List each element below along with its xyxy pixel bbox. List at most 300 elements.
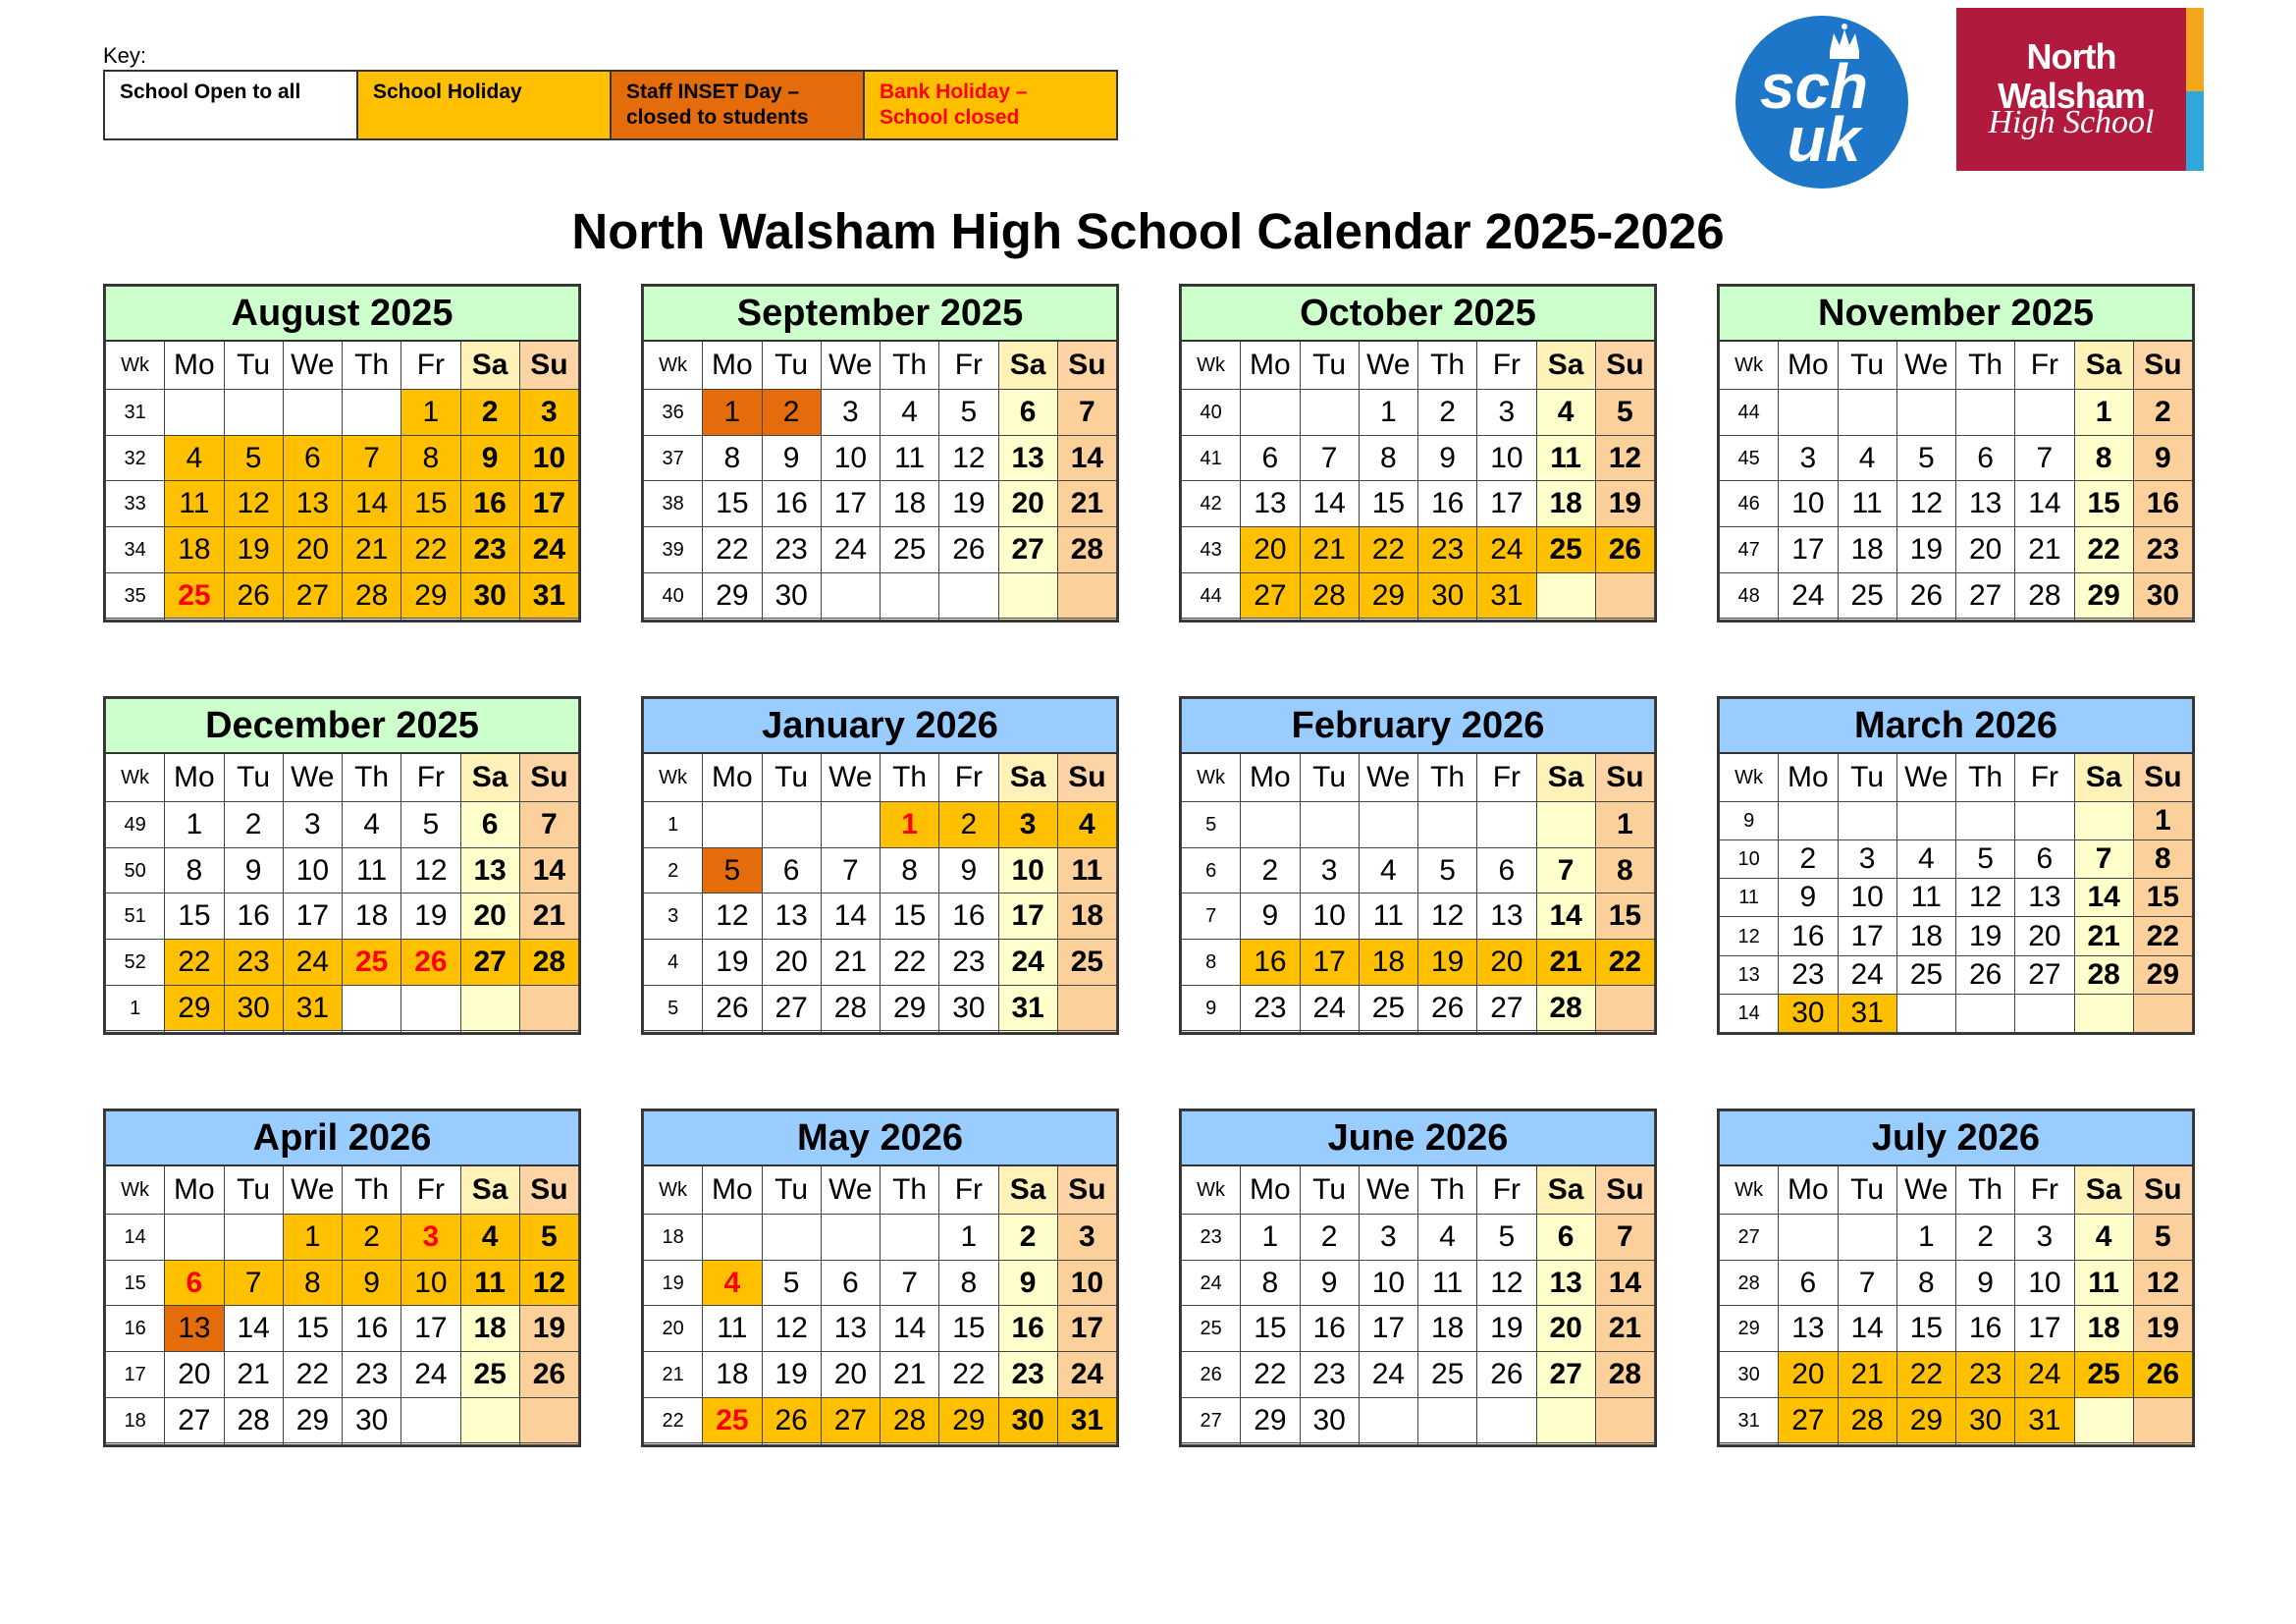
week-row — [1182, 847, 1655, 893]
month-title: November 2025 — [1720, 287, 2193, 342]
day-cell: 27 — [460, 940, 519, 986]
day-cell: 1 — [939, 1215, 998, 1261]
day-header: Tu — [1300, 753, 1359, 802]
day-header: We — [283, 1165, 342, 1215]
day-cell: 3 — [1477, 390, 1536, 436]
day-cell: 9 — [2133, 435, 2192, 481]
day-cell: 5 — [1956, 840, 2015, 879]
empty-cell — [165, 619, 224, 621]
day-header: Su — [519, 753, 578, 802]
week-number: 3 — [644, 893, 703, 940]
day-cell: 23 — [762, 527, 821, 573]
week-number — [1720, 619, 1779, 621]
week-row — [644, 1306, 1117, 1352]
week-number: 50 — [106, 847, 165, 893]
day-cell: 30 — [762, 572, 821, 619]
day-cell: 23 — [2133, 527, 2192, 573]
day-cell: 19 — [519, 1306, 578, 1352]
week-row — [106, 572, 579, 619]
day-cell: 27 — [1779, 1397, 1838, 1443]
empty-cell — [460, 1031, 519, 1033]
week-row — [106, 390, 579, 436]
empty-cell — [939, 1031, 998, 1033]
day-cell: 12 — [1896, 481, 1955, 527]
day-cell: 10 — [283, 847, 342, 893]
week-number: 52 — [106, 940, 165, 986]
empty-cell — [1359, 802, 1417, 848]
day-cell: 11 — [165, 481, 224, 527]
day-cell: 25 — [881, 527, 939, 573]
empty-cell — [881, 619, 939, 621]
month-title: October 2025 — [1182, 287, 1655, 342]
empty-cell — [821, 619, 880, 621]
day-header: Tu — [762, 1165, 821, 1215]
week-number: 10 — [1720, 840, 1779, 879]
week-row — [1720, 390, 2193, 436]
week-number: 46 — [1720, 481, 1779, 527]
day-cell: 3 — [519, 390, 578, 436]
day-cell: 7 — [1536, 847, 1595, 893]
day-cell: 13 — [998, 435, 1057, 481]
empty-cell — [703, 1443, 762, 1445]
week-number: 16 — [106, 1306, 165, 1352]
week-row — [1182, 435, 1655, 481]
empty-cell — [939, 619, 998, 621]
day-cell: 17 — [283, 893, 342, 940]
empty-cell — [1838, 619, 1896, 621]
day-cell: 29 — [1241, 1397, 1300, 1443]
day-cell: 21 — [821, 940, 880, 986]
empty-cell — [1896, 1443, 1955, 1445]
sch-uk-line2: uk — [1787, 104, 1861, 175]
empty-cell — [343, 1443, 401, 1445]
day-cell: 2 — [1956, 1215, 2015, 1261]
day-cell: 30 — [939, 985, 998, 1031]
day-cell: 29 — [1359, 572, 1417, 619]
week-row — [1182, 481, 1655, 527]
day-cell: 16 — [460, 481, 519, 527]
day-header: Fr — [939, 341, 998, 390]
day-header: Fr — [2015, 1165, 2074, 1215]
day-cell: 23 — [1418, 527, 1477, 573]
day-cell: 19 — [1418, 940, 1477, 986]
empty-cell — [998, 1443, 1057, 1445]
day-cell: 31 — [283, 985, 342, 1031]
empty-cell — [1057, 619, 1116, 621]
week-row — [1182, 572, 1655, 619]
week-number: 24 — [1182, 1260, 1241, 1306]
day-cell: 6 — [1956, 435, 2015, 481]
day-cell: 1 — [2074, 390, 2133, 436]
week-row — [644, 893, 1117, 940]
day-cell: 1 — [165, 802, 224, 848]
week-row — [106, 1215, 579, 1261]
day-cell: 21 — [1536, 940, 1595, 986]
empty-cell — [1595, 1031, 1654, 1033]
empty-cell — [1838, 1443, 1896, 1445]
empty-cell — [2015, 390, 2074, 436]
day-cell: 13 — [283, 481, 342, 527]
day-cell: 14 — [2015, 481, 2074, 527]
day-cell: 23 — [939, 940, 998, 986]
day-cell: 4 — [165, 435, 224, 481]
day-cell: 29 — [939, 1397, 998, 1443]
day-header: Tu — [1838, 341, 1896, 390]
empty-cell — [1896, 619, 1955, 621]
day-cell: 19 — [1595, 481, 1654, 527]
empty-cell — [519, 985, 578, 1031]
day-cell: 2 — [762, 390, 821, 436]
empty-cell — [1536, 1031, 1595, 1033]
empty-cell — [1241, 1443, 1300, 1445]
day-cell: 8 — [1896, 1260, 1955, 1306]
day-cell: 25 — [165, 572, 224, 619]
month-february-2026 — [1179, 696, 1657, 1035]
day-cell: 15 — [165, 893, 224, 940]
day-cell: 28 — [881, 1397, 939, 1443]
day-cell: 23 — [1241, 985, 1300, 1031]
day-cell: 5 — [401, 802, 460, 848]
week-number: 1 — [644, 802, 703, 848]
day-cell: 9 — [1300, 1260, 1359, 1306]
day-cell: 26 — [401, 940, 460, 986]
week-number — [644, 619, 703, 621]
day-cell: 26 — [703, 985, 762, 1031]
day-cell: 12 — [2133, 1260, 2192, 1306]
month-title: March 2026 — [1720, 699, 2193, 754]
day-cell: 24 — [1359, 1352, 1417, 1398]
day-header: Wk — [644, 341, 703, 390]
empty-cell — [1477, 619, 1536, 621]
day-cell: 3 — [1057, 1215, 1116, 1261]
day-cell: 18 — [881, 481, 939, 527]
week-row — [1182, 940, 1655, 986]
empty-cell — [343, 1031, 401, 1033]
week-row — [644, 985, 1117, 1031]
day-cell: 25 — [1896, 955, 1955, 994]
sch-uk-logo — [1734, 14, 1910, 190]
day-header: Su — [1595, 1165, 1654, 1215]
month-title: July 2026 — [1720, 1111, 2193, 1166]
day-cell: 18 — [1896, 917, 1955, 955]
day-cell: 3 — [1779, 435, 1838, 481]
day-cell: 9 — [1779, 879, 1838, 917]
day-header: Th — [881, 1165, 939, 1215]
week-row — [1720, 1260, 2193, 1306]
day-cell: 27 — [821, 1397, 880, 1443]
day-cell: 20 — [762, 940, 821, 986]
month-title: December 2025 — [106, 699, 579, 754]
day-cell: 12 — [401, 847, 460, 893]
day-cell: 7 — [519, 802, 578, 848]
day-header: Su — [519, 341, 578, 390]
week-number: 36 — [644, 390, 703, 436]
day-header: Sa — [460, 753, 519, 802]
day-cell: 25 — [1418, 1352, 1477, 1398]
week-row — [644, 527, 1117, 573]
day-cell: 29 — [2074, 572, 2133, 619]
day-cell: 1 — [283, 1215, 342, 1261]
day-header: Mo — [1241, 341, 1300, 390]
empty-cell — [1418, 1443, 1477, 1445]
day-cell: 18 — [703, 1352, 762, 1398]
empty-cell — [1359, 1443, 1417, 1445]
week-number — [644, 1443, 703, 1445]
day-cell: 30 — [2133, 572, 2192, 619]
empty-cell — [703, 1031, 762, 1033]
day-header: Mo — [165, 1165, 224, 1215]
day-cell: 25 — [703, 1397, 762, 1443]
empty-cell — [519, 1397, 578, 1443]
week-number: 42 — [1182, 481, 1241, 527]
day-cell: 14 — [343, 481, 401, 527]
day-header: Sa — [998, 753, 1057, 802]
day-cell: 5 — [939, 390, 998, 436]
day-header: Su — [519, 1165, 578, 1215]
day-cell: 26 — [1477, 1352, 1536, 1398]
day-cell: 11 — [1057, 847, 1116, 893]
day-cell: 4 — [1359, 847, 1417, 893]
empty-cell — [1300, 1443, 1359, 1445]
day-cell: 28 — [1838, 1397, 1896, 1443]
day-cell: 20 — [998, 481, 1057, 527]
day-cell: 13 — [1956, 481, 2015, 527]
day-header: Tu — [224, 1165, 283, 1215]
day-header: We — [283, 753, 342, 802]
week-number: 11 — [1720, 879, 1779, 917]
day-cell: 23 — [1956, 1352, 2015, 1398]
day-cell: 11 — [703, 1306, 762, 1352]
empty-cell — [2015, 802, 2074, 840]
week-number: 6 — [1182, 847, 1241, 893]
day-cell: 3 — [821, 390, 880, 436]
day-header: Su — [1057, 753, 1116, 802]
empty-cell — [762, 1031, 821, 1033]
day-header: Fr — [401, 753, 460, 802]
day-cell: 27 — [1536, 1352, 1595, 1398]
week-number: 29 — [1720, 1306, 1779, 1352]
day-cell: 5 — [762, 1260, 821, 1306]
month-september-2025 — [641, 284, 1119, 623]
day-cell: 11 — [1418, 1260, 1477, 1306]
day-cell: 10 — [1300, 893, 1359, 940]
week-row — [1182, 1215, 1655, 1261]
day-header: Th — [1956, 753, 2015, 802]
day-cell: 7 — [881, 1260, 939, 1306]
empty-cell — [401, 985, 460, 1031]
empty-cell — [1477, 802, 1536, 848]
day-cell: 6 — [998, 390, 1057, 436]
day-cell: 15 — [1241, 1306, 1300, 1352]
day-header: Sa — [1536, 341, 1595, 390]
week-number: 48 — [1720, 572, 1779, 619]
empty-cell — [1779, 619, 1838, 621]
day-cell: 28 — [1595, 1352, 1654, 1398]
day-cell: 17 — [1057, 1306, 1116, 1352]
day-cell: 28 — [224, 1397, 283, 1443]
day-cell: 22 — [165, 940, 224, 986]
empty-cell — [519, 1443, 578, 1445]
day-cell: 29 — [283, 1397, 342, 1443]
day-cell: 25 — [1359, 985, 1417, 1031]
day-cell: 24 — [283, 940, 342, 986]
day-cell: 20 — [821, 1352, 880, 1398]
day-header: We — [1359, 1165, 1417, 1215]
day-cell: 7 — [1595, 1215, 1654, 1261]
day-header: Mo — [1779, 341, 1838, 390]
day-cell: 4 — [703, 1260, 762, 1306]
week-row — [1720, 802, 2193, 840]
empty-cell — [1477, 1443, 1536, 1445]
day-cell: 7 — [821, 847, 880, 893]
day-cell: 11 — [343, 847, 401, 893]
day-cell: 26 — [2133, 1352, 2192, 1398]
empty-cell — [1779, 1443, 1838, 1445]
day-cell: 30 — [1418, 572, 1477, 619]
day-cell: 6 — [1779, 1260, 1838, 1306]
empty-cell — [821, 1443, 880, 1445]
day-cell: 19 — [703, 940, 762, 986]
day-cell: 14 — [1536, 893, 1595, 940]
day-cell: 15 — [881, 893, 939, 940]
day-header: Th — [343, 753, 401, 802]
day-cell: 16 — [1418, 481, 1477, 527]
empty-cell — [762, 619, 821, 621]
day-cell: 19 — [401, 893, 460, 940]
day-cell: 26 — [762, 1397, 821, 1443]
week-row — [644, 481, 1117, 527]
day-cell: 2 — [1418, 390, 1477, 436]
day-cell: 10 — [1477, 435, 1536, 481]
day-header: Sa — [460, 341, 519, 390]
empty-cell — [1418, 619, 1477, 621]
empty-cell — [939, 1443, 998, 1445]
week-row — [644, 435, 1117, 481]
day-cell: 8 — [939, 1260, 998, 1306]
empty-cell — [1241, 1031, 1300, 1033]
week-number — [106, 1443, 165, 1445]
day-header: Th — [881, 753, 939, 802]
day-header: Wk — [1720, 341, 1779, 390]
day-cell: 22 — [1359, 527, 1417, 573]
day-cell: 27 — [762, 985, 821, 1031]
day-header: Th — [343, 341, 401, 390]
week-number: 33 — [106, 481, 165, 527]
week-number — [1182, 1031, 1241, 1033]
day-cell: 20 — [1956, 527, 2015, 573]
day-header: Th — [1418, 753, 1477, 802]
empty-cell — [762, 1215, 821, 1261]
week-number: 43 — [1182, 527, 1241, 573]
day-cell: 24 — [998, 940, 1057, 986]
day-cell: 2 — [998, 1215, 1057, 1261]
week-row — [1182, 1031, 1655, 1033]
day-cell: 11 — [1536, 435, 1595, 481]
week-number: 47 — [1720, 527, 1779, 573]
day-header: Tu — [1838, 1165, 1896, 1215]
empty-cell — [1956, 619, 2015, 621]
day-cell: 30 — [1779, 994, 1838, 1032]
day-cell: 17 — [1359, 1306, 1417, 1352]
empty-cell — [1300, 390, 1359, 436]
week-number — [1182, 619, 1241, 621]
day-cell: 13 — [1241, 481, 1300, 527]
empty-cell — [1241, 619, 1300, 621]
day-cell: 9 — [1956, 1260, 2015, 1306]
week-number: 12 — [1720, 917, 1779, 955]
day-cell: 31 — [2015, 1397, 2074, 1443]
day-cell: 23 — [1779, 955, 1838, 994]
empty-cell — [224, 1031, 283, 1033]
day-cell: 12 — [1477, 1260, 1536, 1306]
week-number: 19 — [644, 1260, 703, 1306]
week-number: 4 — [644, 940, 703, 986]
day-cell: 8 — [1241, 1260, 1300, 1306]
week-row — [1182, 802, 1655, 848]
week-row — [1720, 1397, 2193, 1443]
day-cell: 13 — [1779, 1306, 1838, 1352]
empty-cell — [1779, 1215, 1838, 1261]
day-cell: 7 — [2074, 840, 2133, 879]
day-cell: 4 — [343, 802, 401, 848]
day-header: Th — [1956, 341, 2015, 390]
day-cell: 5 — [703, 847, 762, 893]
day-cell: 31 — [519, 572, 578, 619]
week-row — [106, 435, 579, 481]
week-row — [1720, 955, 2193, 994]
empty-cell — [821, 1031, 880, 1033]
empty-cell — [1536, 802, 1595, 848]
day-header: Th — [343, 1165, 401, 1215]
day-cell: 13 — [762, 893, 821, 940]
month-may-2026 — [641, 1109, 1119, 1447]
day-cell: 17 — [401, 1306, 460, 1352]
empty-cell — [1300, 802, 1359, 848]
month-title: May 2026 — [644, 1111, 1117, 1166]
day-cell: 2 — [1300, 1215, 1359, 1261]
day-header: Tu — [1300, 341, 1359, 390]
week-row — [644, 390, 1117, 436]
day-cell: 24 — [1838, 955, 1896, 994]
day-cell: 7 — [1300, 435, 1359, 481]
day-cell: 16 — [998, 1306, 1057, 1352]
day-cell: 17 — [1300, 940, 1359, 986]
empty-cell — [1300, 1031, 1359, 1033]
week-row — [106, 1260, 579, 1306]
day-cell: 8 — [703, 435, 762, 481]
week-number: 2 — [644, 847, 703, 893]
day-cell: 1 — [1595, 802, 1654, 848]
day-cell: 15 — [2074, 481, 2133, 527]
day-cell: 27 — [2015, 955, 2074, 994]
day-cell: 6 — [460, 802, 519, 848]
day-cell: 1 — [2133, 802, 2192, 840]
day-cell: 14 — [1057, 435, 1116, 481]
key-item-school-open: School Open to all — [104, 71, 357, 139]
week-row — [1720, 1352, 2193, 1398]
day-cell: 30 — [460, 572, 519, 619]
week-number — [1720, 1443, 1779, 1445]
day-header: Wk — [1720, 1165, 1779, 1215]
empty-cell — [1956, 994, 2015, 1032]
empty-cell — [1057, 1443, 1116, 1445]
day-cell: 11 — [1359, 893, 1417, 940]
empty-cell — [1477, 1397, 1536, 1443]
week-number: 45 — [1720, 435, 1779, 481]
day-cell: 19 — [224, 527, 283, 573]
day-cell: 26 — [1595, 527, 1654, 573]
week-row — [644, 1260, 1117, 1306]
